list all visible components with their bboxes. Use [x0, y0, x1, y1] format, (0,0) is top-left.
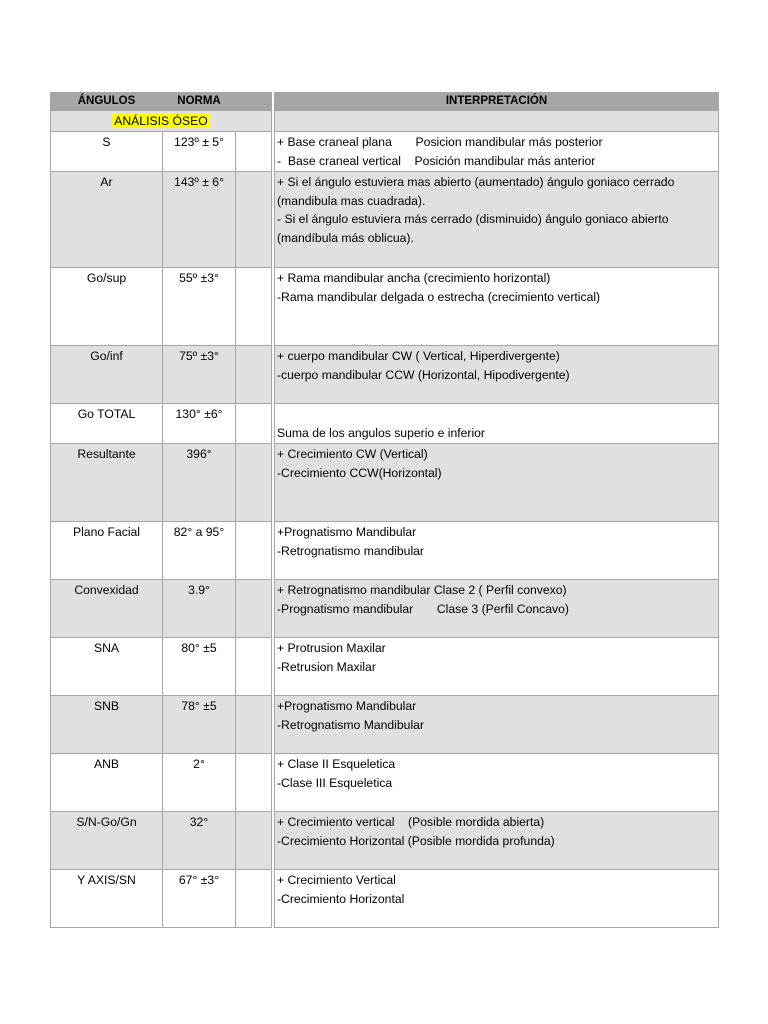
empty-cell: [236, 812, 272, 870]
table-row: [51, 132, 719, 172]
interpretation-cell: [275, 522, 719, 580]
interpretation-line: -Rama mandibular delgada o estrecha (crecimiento vertical): [277, 289, 601, 304]
interpretation-line: - Si el ángulo estuviera más cerrado (disminuido) ángulo goniaco abierto (mandíbula más oblicua).: [277, 212, 669, 245]
interpretation-line: +Prognatismo Mandibular: [277, 699, 417, 713]
norma-cell: 67° ±3°: [163, 870, 236, 928]
table-row: [51, 172, 719, 268]
norma-cell: 123º ± 5°: [163, 132, 236, 172]
norma-cell: 78° ±5: [163, 696, 236, 754]
norma-cell: 80° ±5: [163, 638, 236, 696]
empty-cell: [236, 696, 272, 754]
empty-cell: [236, 754, 272, 812]
angle-cell: Go/inf: [51, 346, 163, 404]
norma-cell: 396°: [163, 444, 236, 522]
interpretation-line: + Protrusion Maxilar: [277, 641, 386, 655]
angle-cell: Go/sup: [51, 268, 163, 346]
empty-cell: [236, 580, 272, 638]
angle-cell: Plano Facial: [51, 522, 163, 580]
table-row: [51, 812, 719, 870]
table-row: [51, 404, 719, 444]
interpretation-cell: [275, 754, 719, 812]
empty-cell: [236, 132, 272, 172]
interpretation-line: -Crecimiento CCW(Horizontal): [277, 465, 442, 480]
interpretation-cell: [275, 870, 719, 928]
norma-cell: 75º ±3°: [163, 346, 236, 404]
section-empty: [275, 111, 719, 132]
angle-cell: Resultante: [51, 444, 163, 522]
empty-cell: [236, 444, 272, 522]
interpretation-cell: [275, 696, 719, 754]
interpretation-cell: [275, 812, 719, 870]
interpretation-cell: [275, 404, 719, 444]
norma-cell: 2°: [163, 754, 236, 812]
table-row: [51, 522, 719, 580]
angle-cell: Ar: [51, 172, 163, 268]
interpretation-cell: [275, 172, 719, 268]
angle-cell: SNA: [51, 638, 163, 696]
norma-cell: 55º ±3°: [163, 268, 236, 346]
header-norma: NORMA: [163, 93, 236, 111]
table-row: [51, 696, 719, 754]
interpretation-line: -Crecimiento Horizontal: [277, 891, 405, 906]
header-angulos: ÁNGULOS: [51, 93, 163, 111]
interpretation-cell: [275, 638, 719, 696]
interpretation-line: +Prognatismo Mandibular: [277, 525, 417, 539]
interpretation-line: - Base craneal vertical Posición mandibular más anterior: [277, 153, 596, 168]
interpretation-line: -Crecimiento Horizontal (Posible mordida profunda): [277, 833, 555, 848]
angle-cell: S/N-Go/Gn: [51, 812, 163, 870]
angle-cell: ANB: [51, 754, 163, 812]
interpretation-line: [277, 405, 716, 424]
angle-cell: S: [51, 132, 163, 172]
interpretation-line: + Base craneal plana Posicion mandibular más posterior: [277, 135, 603, 149]
interpretation-line: + Rama mandibular ancha (crecimiento horizontal): [277, 271, 551, 285]
interpretation-line: -Prognatismo mandibular Clase 3 (Perfil Concavo): [277, 601, 569, 616]
table-row: [51, 444, 719, 522]
table-header: [51, 93, 719, 111]
table-row: [51, 346, 719, 404]
table-row: [51, 638, 719, 696]
interpretation-line: + cuerpo mandibular CW ( Vertical, Hiperdivergente): [277, 349, 560, 363]
table-row: [51, 870, 719, 928]
interpretation-cell: [275, 580, 719, 638]
table-row: [51, 268, 719, 346]
interpretation-cell: [275, 346, 719, 404]
header-interpretacion: INTERPRETACIÓN: [275, 93, 719, 111]
table-body: [51, 132, 719, 928]
norma-cell: 82° a 95°: [163, 522, 236, 580]
interpretation-line: + Retrognatismo mandibular Clase 2 ( Perfil convexo): [277, 583, 567, 597]
empty-cell: [236, 638, 272, 696]
interpretation-cell: [275, 444, 719, 522]
interpretation-line: + Crecimiento CW (Vertical): [277, 447, 428, 461]
angle-cell: Convexidad: [51, 580, 163, 638]
table-row: [51, 754, 719, 812]
norma-cell: 32°: [163, 812, 236, 870]
empty-cell: [236, 404, 272, 444]
norma-cell: 130° ±6°: [163, 404, 236, 444]
cephalometric-table: [50, 92, 719, 928]
interpretation-cell: [275, 268, 719, 346]
angle-cell: Go TOTAL: [51, 404, 163, 444]
section-cell: [51, 111, 272, 132]
interpretation-line: -Retrognatismo mandibular: [277, 543, 424, 558]
interpretation-cell: [275, 132, 719, 172]
interpretation-line: -cuerpo mandibular CCW (Horizontal, Hipodivergente): [277, 367, 570, 382]
empty-cell: [236, 346, 272, 404]
interpretation-line: + Clase II Esqueletica: [277, 757, 396, 771]
empty-cell: [236, 870, 272, 928]
norma-cell: 143º ± 6°: [163, 172, 236, 268]
norma-cell: 3.9°: [163, 580, 236, 638]
angle-cell: Y AXIS/SN: [51, 870, 163, 928]
interpretation-line: + Crecimiento vertical (Posible mordida abierta): [277, 815, 545, 829]
empty-cell: [236, 268, 272, 346]
interpretation-line: Suma de los angulos superio e inferior: [277, 425, 485, 440]
angle-cell: SNB: [51, 696, 163, 754]
interpretation-line: -Clase III Esqueletica: [277, 775, 393, 790]
empty-cell: [236, 522, 272, 580]
empty-cell: [236, 172, 272, 268]
interpretation-line: + Crecimiento Vertical: [277, 873, 396, 887]
section-row: [51, 111, 719, 132]
header-empty: [236, 93, 272, 111]
interpretation-line: -Retrognatismo Mandibular: [277, 717, 424, 732]
section-title: ANÁLISIS ÓSEO: [114, 114, 208, 128]
interpretation-line: + Si el ángulo estuviera mas abierto (aumentado) ángulo goniaco cerrado (mandibula mas cuadrada).: [277, 175, 675, 208]
interpretation-line: -Retrusion Maxilar: [277, 659, 376, 674]
table-row: [51, 580, 719, 638]
